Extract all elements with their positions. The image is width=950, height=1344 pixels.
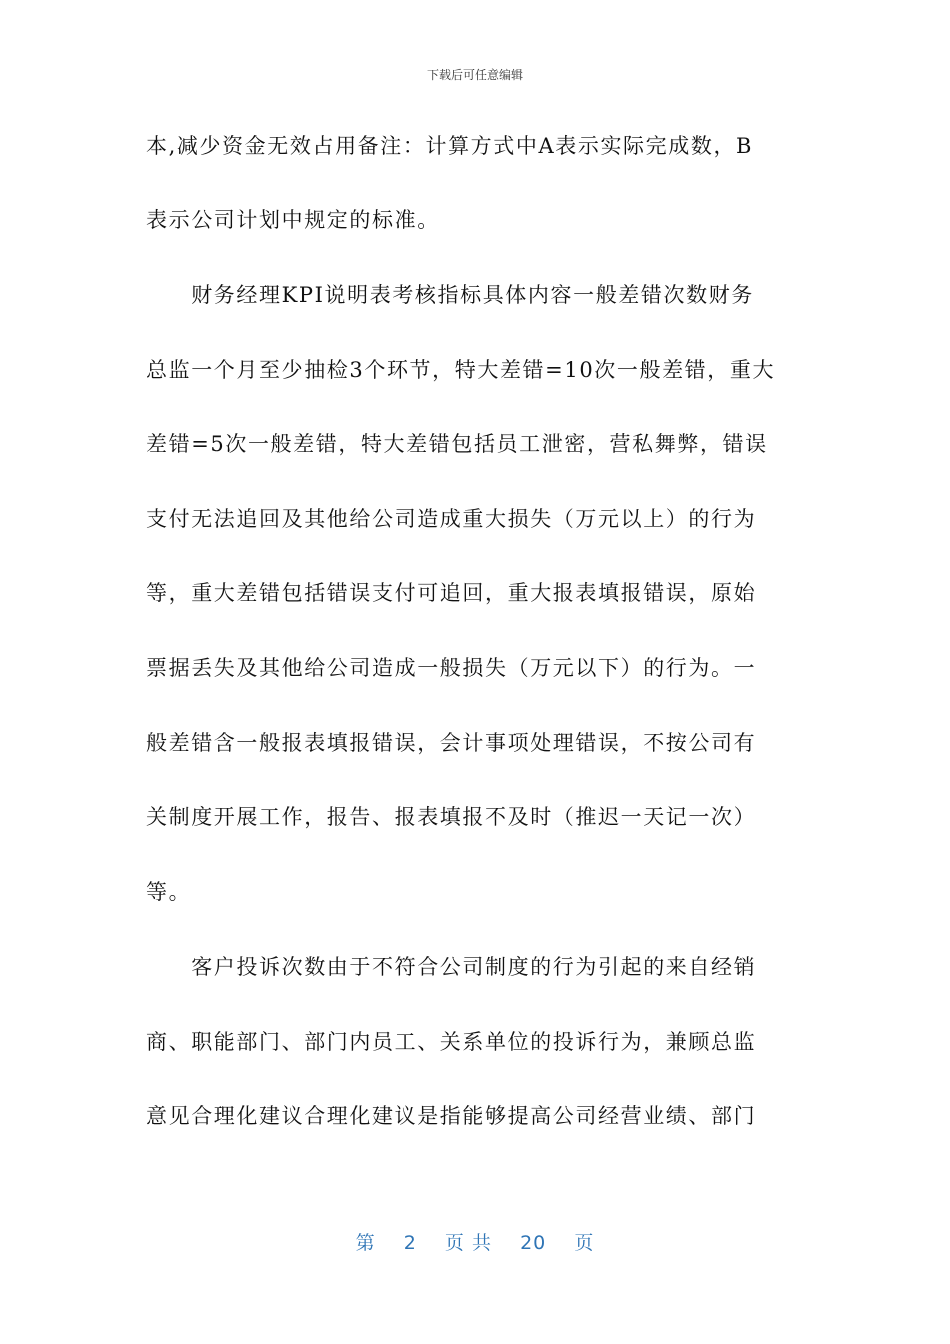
body-line: 关制度开展工作，报告、报表填报不及时（推迟一天记一次） bbox=[146, 805, 757, 829]
body-line: 财务经理KPI说明表考核指标具体内容一般差错次数财务 bbox=[146, 283, 754, 307]
body-line: 表示公司计划中规定的标准。 bbox=[146, 208, 440, 232]
body-line: 意见合理化建议合理化建议是指能够提高公司经营业绩、部门 bbox=[146, 1104, 757, 1128]
footer-prefix: 第 bbox=[355, 1232, 376, 1254]
footer-suffix: 页 bbox=[574, 1232, 595, 1254]
footer-middle: 页 共 bbox=[444, 1232, 492, 1254]
body-line: 般差错含一般报表填报错误，会计事项处理错误，不按公司有 bbox=[146, 731, 757, 755]
body-line: 总监一个月至少抽检3个环节，特大差错=10次一般差错，重大 bbox=[146, 358, 776, 382]
body-line: 本,减少资金无效占用备注：计算方式中A表示实际完成数，B bbox=[146, 134, 754, 158]
page-footer bbox=[0, 1228, 950, 1255]
total-pages-number: 20 bbox=[520, 1232, 547, 1254]
body-line: 客户投诉次数由于不符合公司制度的行为引起的来自经销 bbox=[146, 955, 757, 979]
body-line: 差错=5次一般差错，特大差错包括员工泄密，营私舞弊，错误 bbox=[146, 432, 768, 456]
current-page-number: 2 bbox=[403, 1232, 417, 1254]
body-line: 商、职能部门、部门内员工、关系单位的投诉行为，兼顾总监 bbox=[146, 1030, 757, 1054]
body-line: 票据丢失及其他给公司造成一般损失（万元以下）的行为。一 bbox=[146, 656, 757, 680]
header-note: 下载后可任意编辑 bbox=[426, 68, 523, 82]
body-line: 等，重大差错包括错误支付可追回，重大报表填报错误，原始 bbox=[146, 581, 757, 605]
body-line: 等。 bbox=[146, 880, 192, 904]
body-line: 支付无法追回及其他给公司造成重大损失（万元以上）的行为 bbox=[146, 507, 757, 531]
